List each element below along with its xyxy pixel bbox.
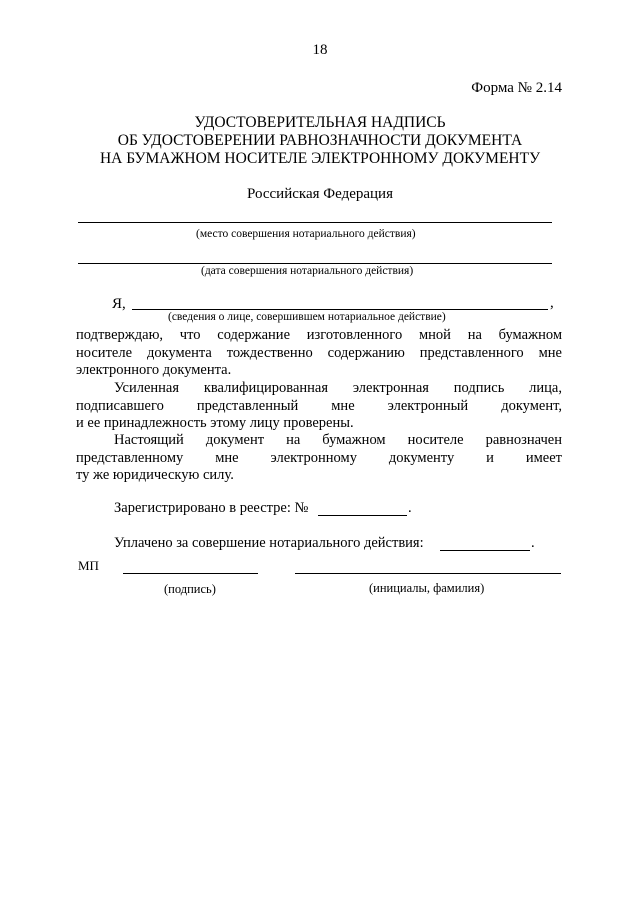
paragraph-3	[76, 432, 562, 485]
para2-line-2: подписавшего представленный мне электронный документ,	[76, 397, 562, 414]
seal-mark: МП	[78, 558, 99, 573]
title-line-2: ОБ УДОСТОВЕРЕНИИ РАВНОЗНАЧНОСТИ ДОКУМЕНТА	[117, 132, 523, 149]
country: Российская Федерация	[247, 186, 393, 202]
date-line	[78, 263, 552, 264]
name-line	[295, 573, 561, 574]
notary-line	[132, 309, 548, 310]
place-line	[78, 222, 552, 223]
signature-line	[123, 573, 258, 574]
form-number: Форма № 2.14	[471, 80, 562, 96]
i-label: Я,	[112, 296, 126, 312]
page-number: 18	[312, 42, 328, 58]
name-caption: (инициалы, фамилия)	[369, 581, 485, 595]
paid-label: Уплачено за совершение нотариального действия:	[114, 535, 424, 551]
paid-end: .	[531, 535, 535, 551]
date-caption: (дата совершения нотариального действия)	[201, 265, 414, 277]
para1-line-3: электронного документа.	[76, 362, 232, 378]
document-title	[0, 114, 640, 168]
notary-caption: (сведения о лице, совершившем нотариальное действие)	[168, 311, 446, 323]
paragraph-2	[76, 380, 562, 433]
paragraph-1	[76, 327, 562, 380]
i-comma: ,	[550, 295, 554, 311]
para2-line-3: и ее принадлежность этому лицу проверены.	[76, 415, 354, 431]
signature-caption: (подпись)	[164, 582, 216, 596]
registry-end: .	[408, 500, 412, 516]
para1-line-2: носителе документа тождественно содержанию представленного мне	[76, 344, 562, 361]
para3-line-1: Настоящий документ на бумажном носителе равнозначен	[114, 432, 562, 448]
title-line-3: НА БУМАЖНОМ НОСИТЕЛЕ ЭЛЕКТРОННОМУ ДОКУМЕНТУ	[99, 150, 541, 167]
paid-line	[440, 550, 530, 551]
registry-label: Зарегистрировано в реестре: №	[114, 500, 309, 516]
para3-line-3: ту же юридическую силу.	[76, 467, 234, 483]
para1-line-1: подтверждаю, что содержание изготовленного мной на бумажном	[76, 327, 562, 343]
para2-line-1: Усиленная квалифицированная электронная подпись лица,	[114, 380, 562, 396]
title-line-1: УДОСТОВЕРИТЕЛЬНАЯ НАДПИСЬ	[194, 114, 446, 131]
registry-line	[318, 515, 407, 516]
para3-line-2: представленному мне электронному документу и имеет	[76, 449, 562, 466]
place-caption: (место совершения нотариального действия)	[196, 228, 416, 240]
